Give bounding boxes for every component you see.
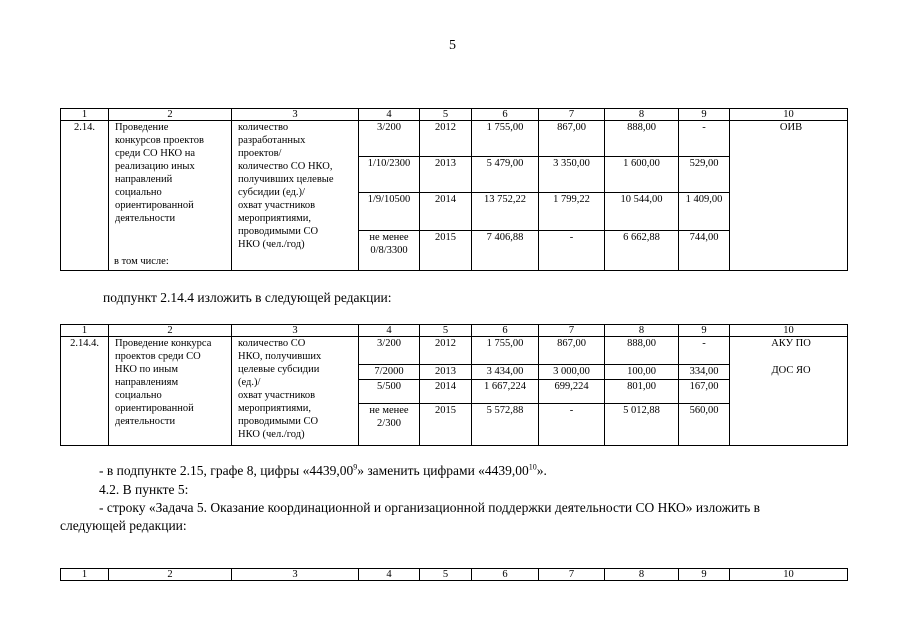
total-cell: 5 479,00 <box>472 157 539 193</box>
item-name <box>109 337 232 446</box>
header-cell: 9 <box>679 325 730 337</box>
indicator-line: (ед.)/ <box>238 377 261 388</box>
header-cell: 2 <box>109 325 232 337</box>
value-cell: 867,00 <box>539 337 605 365</box>
value-cell: 3 350,00 <box>539 157 605 193</box>
value-cell: - <box>679 337 730 365</box>
text-fragment: » заменить цифрами «4439,00 <box>357 463 529 478</box>
indicator-value: 1/9/10500 <box>359 193 420 231</box>
year-cell: 2015 <box>420 231 472 271</box>
header-cell: 8 <box>605 325 679 337</box>
indicator-line: мероприятиями, <box>238 213 312 224</box>
item-name-line: конкурсов проектов <box>115 135 204 146</box>
year-cell: 2015 <box>420 404 472 446</box>
header-cell: 6 <box>472 325 539 337</box>
value-cell: 3 000,00 <box>539 365 605 380</box>
header-cell: 6 <box>472 109 539 121</box>
indicator-line: разработанных <box>238 135 306 146</box>
paragraph-task5-line1: - строку «Задача 5. Оказание координационной и организационной поддержки деятельности СО НКО» изложить в <box>99 500 760 515</box>
paragraph-2-14-4-intro: подпункт 2.14.4 изложить в следующей редакции: <box>103 290 392 305</box>
header-cell: 5 <box>420 109 472 121</box>
header-cell: 3 <box>232 325 359 337</box>
item-name-line: деятельности <box>115 416 176 427</box>
value-cell: 529,00 <box>679 157 730 193</box>
indicator-line: охват участников <box>238 200 316 211</box>
item-name-line: социально <box>115 187 162 198</box>
value-cell: 334,00 <box>679 365 730 380</box>
table-header-row <box>61 325 848 337</box>
header-cell: 4 <box>359 109 420 121</box>
item-name-line: Проведение <box>115 122 169 133</box>
value-cell: 699,224 <box>539 380 605 404</box>
item-name-line: деятельности <box>115 213 176 224</box>
item-name-line: Проведение конкурса <box>115 338 212 349</box>
text-fragment: - в подпункте 2.15, графе 8, цифры «4439,00 <box>99 463 354 478</box>
executor-cell <box>730 337 848 446</box>
table-row <box>61 121 848 157</box>
table-row <box>61 337 848 365</box>
item-name-line: ориентированной <box>115 200 194 211</box>
header-cell: 10 <box>730 569 848 581</box>
table-2-14-4 <box>60 324 848 446</box>
header-cell: 10 <box>730 325 848 337</box>
indicator-value: 7/2000 <box>359 365 420 380</box>
year-cell: 2014 <box>420 380 472 404</box>
header-cell: 8 <box>605 109 679 121</box>
header-cell: 5 <box>420 325 472 337</box>
header-cell: 1 <box>61 109 109 121</box>
indicator-line: мероприятиями, <box>238 403 312 414</box>
item-number: 2.14. <box>61 121 109 271</box>
item-name-line: среди СО НКО на <box>115 148 196 159</box>
value-cell: 888,00 <box>605 121 679 157</box>
paragraph-4-2: 4.2. В пункте 5: <box>99 482 189 497</box>
header-cell: 4 <box>359 569 420 581</box>
value-cell: - <box>539 404 605 446</box>
year-cell: 2013 <box>420 365 472 380</box>
header-cell: 7 <box>539 325 605 337</box>
item-name-line: реализацию иных <box>115 161 195 172</box>
value-cell: 100,00 <box>605 365 679 380</box>
indicator-line: проводимыми СО <box>238 416 319 427</box>
paragraph-task5-line2: следующей редакции: <box>60 518 187 533</box>
indicator-line: НКО (чел./год) <box>238 239 305 250</box>
header-cell: 7 <box>539 569 605 581</box>
header-cell: 3 <box>232 109 359 121</box>
value-cell: - <box>679 121 730 157</box>
item-name-line: НКО по иным <box>115 364 178 375</box>
item-name-line: направлениям <box>115 377 179 388</box>
item-number: 2.14.4. <box>61 337 109 446</box>
year-cell: 2012 <box>420 337 472 365</box>
item-name-line: проектов среди СО <box>115 351 201 362</box>
value-cell: 867,00 <box>539 121 605 157</box>
indicator-line: проектов/ <box>238 148 282 159</box>
indicator-value: 1/10/2300 <box>359 157 420 193</box>
header-cell: 7 <box>539 109 605 121</box>
header-cell: 1 <box>61 569 109 581</box>
total-cell: 1 755,00 <box>472 337 539 365</box>
table-header-row <box>61 569 848 581</box>
value-cell: 1 409,00 <box>679 193 730 231</box>
total-cell: 3 434,00 <box>472 365 539 380</box>
executor-line: ДОС ЯО <box>771 365 811 376</box>
value-cell: - <box>539 231 605 271</box>
page-number: 5 <box>449 38 456 53</box>
indicator-value: 5/500 <box>359 380 420 404</box>
table-2-14 <box>60 108 848 271</box>
table-task5-header <box>60 568 848 581</box>
header-cell: 10 <box>730 109 848 121</box>
total-cell: 1 755,00 <box>472 121 539 157</box>
year-cell: 2012 <box>420 121 472 157</box>
item-name <box>109 121 232 271</box>
header-cell: 3 <box>232 569 359 581</box>
total-cell: 1 667,224 <box>472 380 539 404</box>
value-cell: 1 799,22 <box>539 193 605 231</box>
year-cell: 2014 <box>420 193 472 231</box>
footnote-marker: 9 <box>353 462 358 472</box>
header-cell: 5 <box>420 569 472 581</box>
total-cell: 5 572,88 <box>472 404 539 446</box>
value-cell: 1 600,00 <box>605 157 679 193</box>
header-cell: 1 <box>61 325 109 337</box>
item-name-line: ориентированной <box>115 403 194 414</box>
year-cell: 2013 <box>420 157 472 193</box>
indicator-line: проводимыми СО <box>238 226 319 237</box>
indicator-line: количество СО <box>238 338 306 349</box>
value-cell: 5 012,88 <box>605 404 679 446</box>
header-cell: 6 <box>472 569 539 581</box>
executor-cell: ОИВ <box>730 121 848 271</box>
header-cell: 9 <box>679 569 730 581</box>
indicator-line: НКО (чел./год) <box>238 429 305 440</box>
indicator-cell <box>232 121 359 271</box>
value-cell: 560,00 <box>679 404 730 446</box>
value-cell: 801,00 <box>605 380 679 404</box>
header-cell: 8 <box>605 569 679 581</box>
indicator-line: получивших целевые <box>238 174 334 185</box>
value-cell: 744,00 <box>679 231 730 271</box>
text-fragment: ». <box>536 463 547 478</box>
value-cell: 10 544,00 <box>605 193 679 231</box>
value-cell: 167,00 <box>679 380 730 404</box>
header-cell: 9 <box>679 109 730 121</box>
executor-line: АКУ ПО <box>771 338 811 349</box>
paragraph-2-15-replace <box>99 462 547 480</box>
header-cell: 2 <box>109 569 232 581</box>
indicator-value: 3/200 <box>359 337 420 365</box>
footnote-marker: 10 <box>528 462 537 472</box>
item-name-line: направлений <box>115 174 173 185</box>
header-cell: 4 <box>359 325 420 337</box>
indicator-line: охват участников <box>238 390 316 401</box>
indicator-value: не менее 0/8/3300 <box>359 231 420 271</box>
value-cell: 888,00 <box>605 337 679 365</box>
indicator-line: субсидии (ед.)/ <box>238 187 305 198</box>
value-cell: 6 662,88 <box>605 231 679 271</box>
item-name-subnote: в том числе: <box>114 256 169 267</box>
indicator-line: количество СО НКО, <box>238 161 333 172</box>
indicator-value: 3/200 <box>359 121 420 157</box>
header-cell: 2 <box>109 109 232 121</box>
indicator-line: целевые субсидии <box>238 364 320 375</box>
total-cell: 13 752,22 <box>472 193 539 231</box>
indicator-line: НКО, получивших <box>238 351 322 362</box>
indicator-cell <box>232 337 359 446</box>
total-cell: 7 406,88 <box>472 231 539 271</box>
table-header-row <box>61 109 848 121</box>
indicator-line: количество <box>238 122 289 133</box>
indicator-value: не менее 2/300 <box>359 404 420 446</box>
item-name-line: социально <box>115 390 162 401</box>
